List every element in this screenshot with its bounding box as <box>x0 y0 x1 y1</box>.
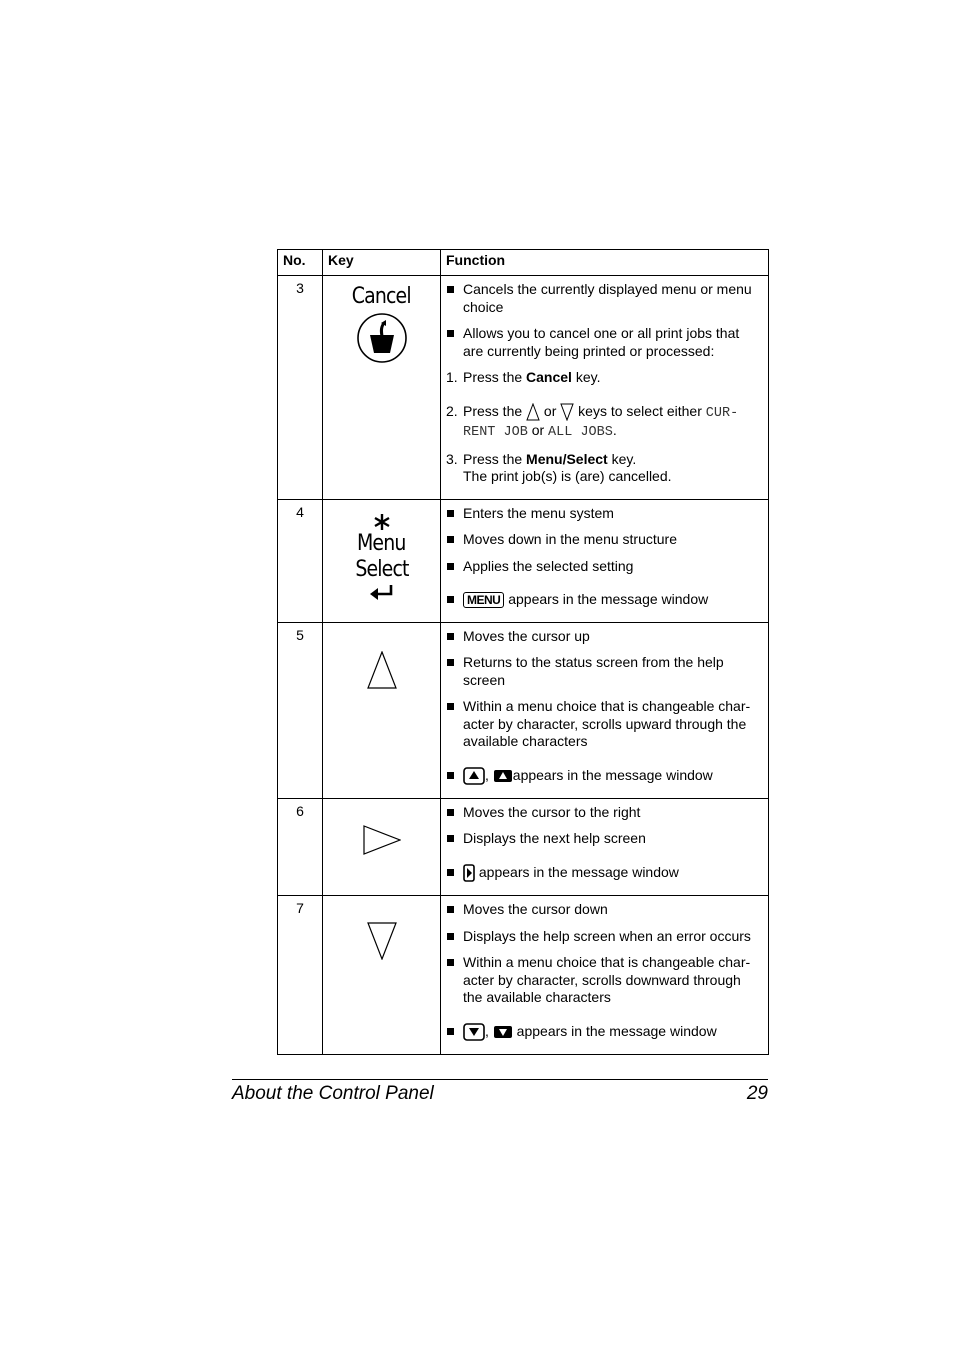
down-key-cell <box>323 896 441 1055</box>
down-function-cell <box>441 896 769 1055</box>
list-item: MENU appears in the message window <box>446 591 762 609</box>
row-number: 6 <box>278 798 323 895</box>
list-item: Within a menu choice that is changeable char-acter by character, scrolls upward through the available characters <box>446 698 762 751</box>
cancel-bucket-icon <box>355 311 409 365</box>
table-row <box>278 896 769 1055</box>
table-header-row <box>278 250 769 276</box>
table-row <box>278 499 769 622</box>
up-arrow-display-icon <box>463 767 485 785</box>
header-key: Key <box>323 250 441 276</box>
enter-arrow-icon <box>369 584 395 600</box>
page-footer <box>232 1079 768 1104</box>
list-item: Moves the cursor down <box>446 901 762 919</box>
down-arrow-small-display-icon <box>493 1025 513 1039</box>
menu-select-function-cell <box>441 499 769 622</box>
down-triangle-icon <box>367 922 397 960</box>
right-function-cell <box>441 798 769 895</box>
list-item: Applies the selected setting <box>446 558 762 576</box>
row-number: 5 <box>278 622 323 798</box>
list-item: , appears in the message window <box>446 767 762 785</box>
list-item: Cancels the currently displayed menu or menu choice <box>446 281 762 316</box>
list-item: Moves down in the menu structure <box>446 531 762 549</box>
list-item: Moves the cursor to the right <box>446 804 762 822</box>
page-number: 29 <box>746 1083 768 1104</box>
list-item: , appears in the message window <box>446 1023 762 1041</box>
table-row <box>278 276 769 500</box>
up-triangle-icon <box>526 403 540 421</box>
list-item: Returns to the status screen from the help screen <box>446 654 762 689</box>
down-arrow-display-icon <box>463 1023 485 1041</box>
up-triangle-icon <box>367 651 397 689</box>
right-arrow-display-icon <box>463 864 475 882</box>
step-3: 3. Press the Menu/Select key. The print job(s) is (are) cancelled. <box>446 450 672 484</box>
asterisk-icon <box>372 512 392 532</box>
step-1: 1. Press the Cancel key. <box>446 369 601 385</box>
list-item: Within a menu choice that is changeable char-acter by character, scrolls downward through the available characters <box>446 954 762 1007</box>
menu-select-key-cell <box>323 499 441 622</box>
select-key-label: Select <box>354 556 409 582</box>
menu-display-badge: MENU <box>463 592 504 608</box>
header-no: No. <box>278 250 323 276</box>
row-number: 7 <box>278 896 323 1055</box>
up-function-cell <box>441 622 769 798</box>
step-2: 2. Press the or keys to select either CUR-RENT JOB or ALL JOBS. <box>446 402 739 440</box>
list-item: Displays the next help screen <box>446 830 762 848</box>
header-function: Function <box>441 250 769 276</box>
row-number: 4 <box>278 499 323 622</box>
table-row <box>278 622 769 798</box>
menu-key-label: Menu <box>357 530 406 556</box>
control-panel-keys-table <box>277 249 769 1055</box>
table-row <box>278 798 769 895</box>
list-item: appears in the message window <box>446 864 762 882</box>
cancel-function-cell <box>441 276 769 500</box>
right-key-cell <box>323 798 441 895</box>
cancel-key-label: Cancel <box>352 284 411 309</box>
up-key-cell <box>323 622 441 798</box>
list-item: Allows you to cancel one or all print jobs that are currently being printed or processed: <box>446 325 762 360</box>
up-arrow-small-display-icon <box>493 769 513 783</box>
right-triangle-icon <box>363 825 401 855</box>
row-number: 3 <box>278 276 323 500</box>
list-item: Enters the menu system <box>446 505 762 523</box>
cancel-key-cell <box>323 276 441 500</box>
list-item: Moves the cursor up <box>446 628 762 646</box>
down-triangle-icon <box>560 403 574 421</box>
footer-title: About the Control Panel <box>232 1083 434 1104</box>
list-item: Displays the help screen when an error occurs <box>446 928 762 946</box>
